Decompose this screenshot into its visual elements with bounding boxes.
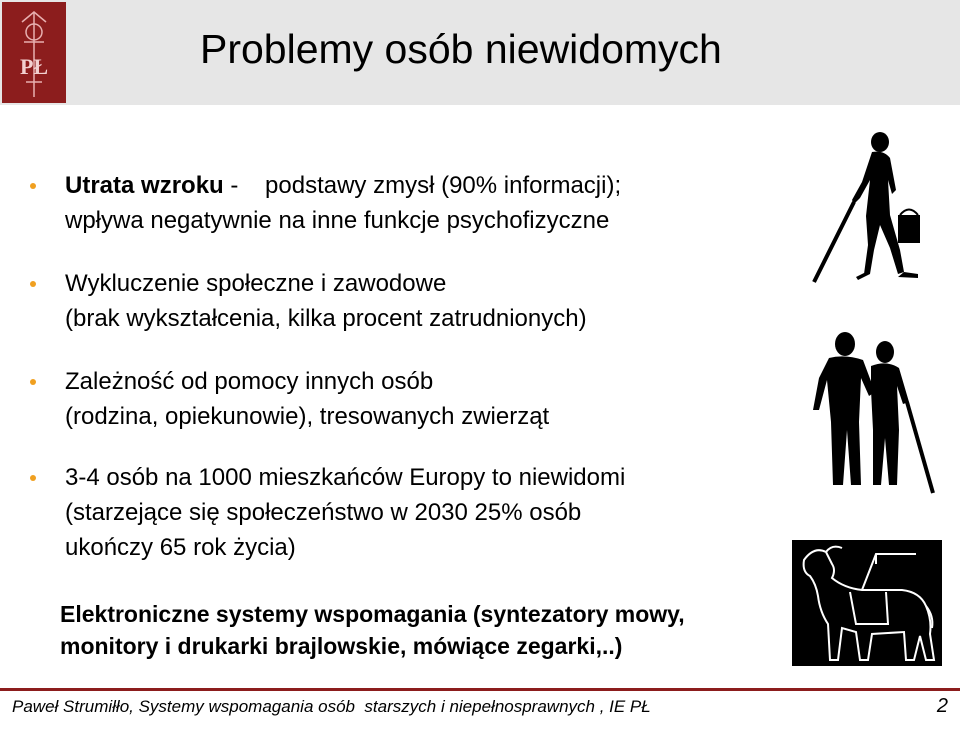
bullet-lead-rest: - podstawy zmysł (90% informacji); [223, 172, 622, 199]
blind-person-with-companion-icon [805, 330, 940, 495]
svg-text:PŁ: PŁ [19, 54, 49, 79]
bullet-item [30, 460, 625, 565]
bullet-line: wpływa negatywnie na inne funkcje psychofizyczne [65, 207, 610, 234]
bullet-line: ukończy 65 rok życia) [65, 534, 296, 561]
bullet-item [30, 168, 621, 238]
bullet-dot [30, 475, 36, 481]
bullet-line: Wykluczenie społeczne i zawodowe [65, 270, 447, 297]
bullet-dot [30, 379, 36, 385]
bullet-line: Zależność od pomocy innych osób [65, 368, 434, 395]
summary-text [60, 598, 685, 662]
bullet-lead-bold: Utrata wzroku [65, 172, 224, 199]
university-logo [2, 2, 66, 103]
bullet-item [30, 266, 587, 336]
bullet-line [65, 168, 621, 203]
bullet-dot [30, 281, 36, 287]
bullet-item [30, 364, 549, 434]
page-number: 2 [936, 695, 948, 717]
footer-text: Paweł Strumiłło, Systemy wspomagania osób starszych i niepełnosprawnych , IE PŁ [12, 697, 651, 716]
summary-line: Elektroniczne systemy wspomagania (syntezatory mowy, [60, 601, 685, 627]
footer-divider [0, 688, 960, 691]
guide-dog-icon [792, 540, 942, 666]
bullet-line: 3-4 osób na 1000 mieszkańców Europy to niewidomi [65, 464, 626, 491]
bullet-dot [30, 183, 36, 189]
blind-woman-with-cane-icon [808, 130, 928, 285]
bullet-line: (brak wykształcenia, kilka procent zatrudnionych) [65, 305, 587, 332]
bullet-line: (starzejące się społeczeństwo w 2030 25% osób [65, 499, 582, 526]
bullet-line: (rodzina, opiekunowie), tresowanych zwierząt [65, 403, 550, 430]
page-title: Problemy osób niewidomych [200, 26, 722, 72]
summary-line: monitory i drukarki brajlowskie, mówiące zegarki,..) [60, 633, 623, 659]
